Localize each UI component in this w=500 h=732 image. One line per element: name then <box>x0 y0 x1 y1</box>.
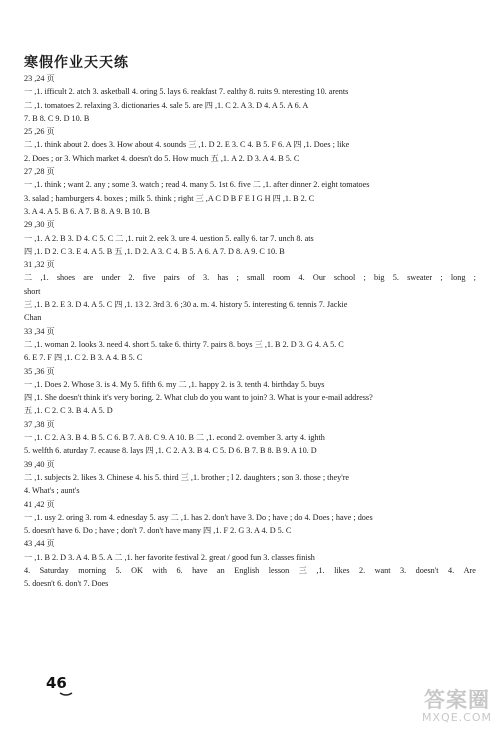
page-range-heading: 31 ,32 页 <box>24 260 55 270</box>
answer-line: 3. salad ; hamburgers 4. boxes ; milk 5. think ; right 三 ,A C D B F E I G H 四 ,1. B 2. C <box>24 193 315 203</box>
page-range-heading: 29 ,30 页 <box>24 220 55 230</box>
answer-token: 二 <box>24 273 33 283</box>
answer-token: with <box>152 565 167 575</box>
answer-token: has <box>217 273 229 283</box>
page-range-heading: 27 ,28 页 <box>24 167 55 177</box>
page-range-heading: 23 ,24 页 <box>24 74 55 83</box>
answer-line: 2. Does ; or 3. Which market 4. doesn't do 5. How much 五 ,1. A 2. D 3. A 4. B 5. C <box>24 153 300 163</box>
answer-token: 6. <box>176 565 183 575</box>
answer-token: under <box>101 273 121 283</box>
page-range-heading: 25 ,26 页 <box>24 127 55 137</box>
answer-token: doesn't <box>415 565 439 575</box>
answer-token: Saturday <box>39 565 69 575</box>
answer-token: big <box>374 273 385 283</box>
watermark-url: MXQE.COM <box>422 711 492 724</box>
answer-line: 一 ,1. C 2. A 3. B 4. B 5. C 6. B 7. A 8. C 9. A 10. B 二 ,1. econd 2. ovember 3. arty 4. ighth <box>24 433 325 443</box>
answer-token: Our <box>312 273 326 283</box>
answer-token: ,1. <box>316 565 325 575</box>
answer-key-content <box>24 72 476 591</box>
answer-token: 5. <box>392 273 399 283</box>
answer-line: 二 ,1. tomatoes 2. relaxing 3. dictionaries 4. sale 5. are 四 ,1. C 2. A 3. D 4. A 5. A 6. A <box>24 100 309 110</box>
answer-token: sweater <box>407 273 433 283</box>
answer-token: lesson <box>268 565 290 575</box>
page-range-heading: 41 ,42 页 <box>24 499 55 509</box>
answer-line: 5. doesn't have 6. Do ; have ; don't 7. don't have many 四 ,1. F 2. G 3. A 4. D 5. C <box>24 526 292 536</box>
answer-line: 三 ,1. B 2. E 3. D 4. A 5. C 四 ,1. 13 2. 3rd 3. 6 ;30 a. m. 4. history 5. interesting 6. tennis 7. Jackie <box>24 300 348 310</box>
page-range-heading: 37 ,38 页 <box>24 419 55 429</box>
answer-line: 4. What's ; aunt's <box>24 486 80 496</box>
answer-token: 3. <box>400 565 407 575</box>
answer-token: small <box>247 273 265 283</box>
answer-line: 6. E 7. F 四 ,1. C 2. B 3. A 4. B 5. C <box>24 353 143 363</box>
watermark <box>408 684 494 728</box>
answer-token: are <box>83 273 94 283</box>
answer-token: of <box>187 273 195 283</box>
answer-line <box>24 271 476 284</box>
answer-token: morning <box>78 565 106 575</box>
page-number-badge <box>30 667 80 701</box>
page-range-heading: 43 ,44 页 <box>24 539 55 549</box>
answer-token: ,1. <box>40 273 49 283</box>
answer-token: have <box>192 565 208 575</box>
answer-token: English <box>234 565 260 575</box>
answer-token: ; <box>440 273 443 283</box>
watermark-logo-text: 答案圈 <box>424 688 490 712</box>
page-range-heading: 39 ,40 页 <box>24 459 55 469</box>
answer-token: pairs <box>163 273 180 283</box>
answer-line: 一 ,1. B 2. D 3. A 4. B 5. A 二 ,1. her favorite festival 2. great / good fun 3. classes finish <box>24 552 315 562</box>
answer-line: 四 ,1. D 2. C 3. E 4. A 5. B 五 ,1. D 2. A 3. C 4. B 5. A 6. A 7. D 8. A 9. C 10. B <box>24 246 285 256</box>
answer-line: 5. doesn't 6. don't 7. Does <box>24 579 109 589</box>
answer-line: 一 ,1. ifficult 2. atch 3. asketball 4. oring 5. lays 6. reakfast 7. ealthy 8. ruits 9. nteresting 10. arents <box>24 87 349 97</box>
page-range-heading: 35 ,36 页 <box>24 366 55 376</box>
answer-line: 二 ,1. woman 2. looks 3. need 4. short 5. take 6. thirty 7. pairs 8. boys 三 ,1. B 2. D 3. G 4. A 5. C <box>24 339 344 349</box>
answer-token: room <box>273 273 291 283</box>
answer-token: 4. <box>298 273 305 283</box>
answer-line: 四 ,1. She doesn't think it's very boring. 2. What club do you want to join? 3. What is your e-mail address? <box>24 393 373 403</box>
answer-token: likes <box>334 565 350 575</box>
answer-token: 2. <box>128 273 135 283</box>
answer-token: OK <box>131 565 143 575</box>
answer-line: Chan <box>24 313 42 323</box>
answer-line: 二 ,1. think about 2. does 3. How about 4. sounds 三 ,1. D 2. E 3. C 4. B 5. F 6. A 四 ,1. Does ; like <box>24 140 350 150</box>
answer-token: long <box>450 273 466 283</box>
answer-token: shoes <box>56 273 76 283</box>
answer-line: 一 ,1. A 2. B 3. D 4. C 5. C 二 ,1. ruit 2. eek 3. ure 4. uestion 5. eally 6. tar 7. unch 8. ats <box>24 233 314 243</box>
answer-token: school <box>333 273 356 283</box>
answer-line: 3. A 4. A 5. B 6. A 7. B 8. A 9. B 10. B <box>24 206 150 216</box>
page-number: 46 <box>46 674 67 692</box>
answer-token: 4. <box>448 565 455 575</box>
answer-line <box>24 564 476 577</box>
answer-token: ; <box>363 273 366 283</box>
answer-line: 五 ,1. C 2. C 3. B 4. A 5. D <box>24 406 113 416</box>
answer-line: 7. B 8. C 9. D 10. B <box>24 113 90 123</box>
answer-line: short <box>24 286 41 296</box>
answer-line: 5. welfth 6. aturday 7. ecause 8. lays 四 ,1. C 2. A 3. B 4. C 5. D 6. B 7. B 8. B 9. A 10. D <box>24 446 317 456</box>
answer-token: ; <box>236 273 239 283</box>
answer-token: Are <box>463 565 476 575</box>
answer-token: five <box>142 273 156 283</box>
page-title: 寒假作业天天练 <box>24 55 129 71</box>
page-range-heading: 33 ,34 页 <box>24 326 55 336</box>
answer-line: 一 ,1. think ; want 2. any ; some 3. watch ; read 4. many 5. 1st 6. five 二 ,1. after dinner 2. eight tomatoes <box>24 180 370 190</box>
answer-token: 4. <box>24 565 31 575</box>
answer-token: 三 <box>298 565 307 575</box>
answer-token: ; <box>473 273 476 283</box>
answer-line: 二 ,1. subjects 2. likes 3. Chinese 4. his 5. third 三 ,1. brother ; l 2. daughters ; son 3. those ; they're <box>24 472 350 482</box>
answer-token: want <box>374 565 391 575</box>
answer-token: 2. <box>359 565 366 575</box>
answer-line: 一 ,1. Does 2. Whose 3. is 4. My 5. fifth 6. my 二 ,1. happy 2. is 3. tenth 4. birthday 5. buys <box>24 379 325 389</box>
answer-line: 一 ,1. usy 2. oring 3. rom 4. ednesday 5. asy 二 ,1. has 2. don't have 3. Do ; have ; do 4. Does ; have ; does <box>24 512 373 522</box>
answer-token: 3. <box>202 273 210 283</box>
answer-token: an <box>217 565 225 575</box>
answer-token: 5. <box>115 565 122 575</box>
